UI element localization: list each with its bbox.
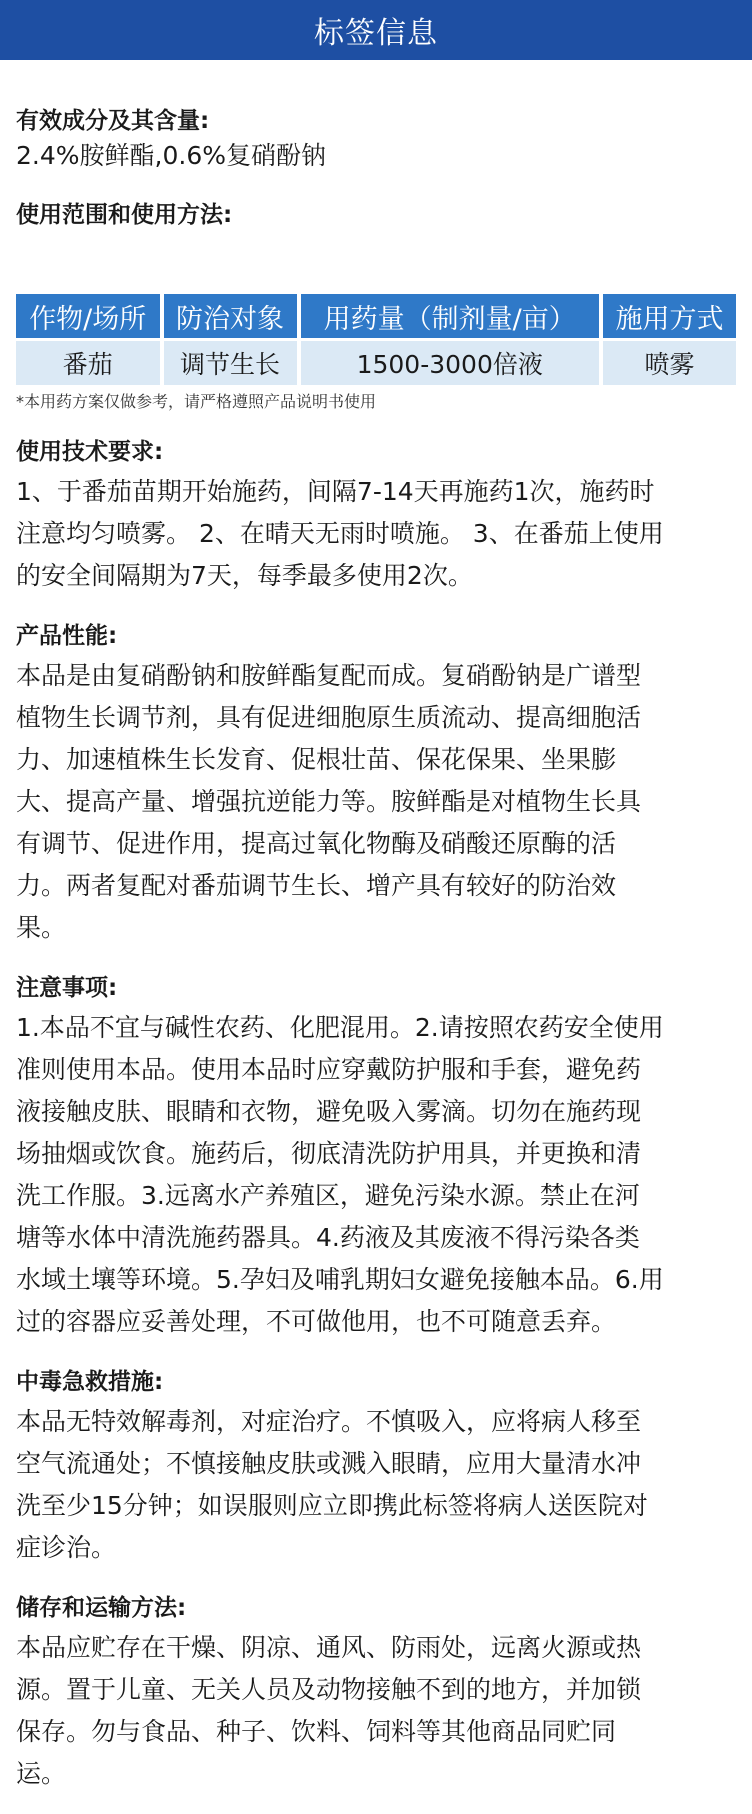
table-header-target: 防治对象 [164, 294, 297, 338]
table-cell-target: 调节生长 [164, 338, 297, 385]
performance-text: 本品是由复硝酚钠和胺鲜酯复配而成。复硝酚钠是广谱型 植物生长调节剂，具有促进细胞原生质流动、提高细胞活 力、加速植株生长发育、促根壮苗、保花保果、坐果膨 大、提高产量、增强抗逆能力等。胺鲜酯是对植物生长具 有调节、促进作用，提高过氧化物酶及硝酸还原酶的活 力。两者复配对番茄调节生长、增产具有较好的防治效 果。 [16, 661, 642, 942]
page-header [0, 0, 752, 60]
ingredients-title: 有效成分及其含量: [16, 108, 210, 134]
firstaid-title: 中毒急救措施: [16, 1369, 164, 1395]
performance-section [16, 621, 736, 949]
ingredients-section [16, 60, 736, 174]
label-content [0, 60, 752, 1795]
table-header-method: 施用方式 [603, 294, 736, 338]
storage-title: 储存和运输方法: [16, 1595, 187, 1621]
table-note: *本用药方案仅做参考，请严格遵照产品说明书使用 [16, 392, 377, 411]
page-title: 标签信息 [314, 16, 438, 51]
table-cell-dosage: 1500-3000倍液 [301, 338, 599, 385]
precautions-title: 注意事项: [16, 975, 118, 1001]
table-header-crop: 作物/场所 [16, 294, 160, 338]
usage-table [12, 294, 740, 385]
tech-text: 1、于番茄苗期开始施药，间隔7-14天再施药1次，施药时 注意均匀喷雾。 2、在晴天无雨时喷施。 3、在番茄上使用 的安全间隔期为7天，每季最多使用2次。 [16, 477, 664, 590]
table-header-row [16, 294, 736, 338]
table-cell-crop: 番茄 [16, 338, 160, 385]
tech-title: 使用技术要求: [16, 439, 164, 465]
table-cell-method: 喷雾 [603, 338, 736, 385]
firstaid-text: 本品无特效解毒剂，对症治疗。不慎吸入，应将病人移至 空气流通处；不慎接触皮肤或溅入眼睛，应用大量清水冲 洗至少15分钟；如误服则应立即携此标签将病人送医院对 症诊治。 [16, 1407, 648, 1562]
ingredients-text: 2.4%胺鲜酯,0.6%复硝酚钠 [16, 141, 326, 170]
table-row [16, 338, 736, 385]
usage-section [16, 174, 736, 294]
usage-title: 使用范围和使用方法: [16, 202, 233, 228]
storage-section [16, 1593, 736, 1795]
precautions-section [16, 973, 736, 1343]
performance-title: 产品性能: [16, 623, 118, 649]
storage-text: 本品应贮存在干燥、阴凉、通风、防雨处，远离火源或热 源。置于儿童、无关人员及动物接触不到的地方，并加锁 保存。勿与食品、种子、饮料、饲料等其他商品同贮同 运。 [16, 1633, 642, 1788]
tech-section [16, 437, 736, 597]
table-header-dosage: 用药量（制剂量/亩） [301, 294, 599, 338]
firstaid-section [16, 1367, 736, 1569]
precautions-text: 1.本品不宜与碱性农药、化肥混用。2.请按照农药安全使用 准则使用本品。使用本品时应穿戴防护服和手套，避免药 液接触皮肤、眼睛和衣物，避免吸入雾滴。切勿在施药现 场抽烟或饮食。施药后，彻底清洗防护用具，并更换和清 洗工作服。3.远离水产养殖区，避免污染水源。禁止在河 塘等水体中清洗施药器具。4.药液及其废液不得污染各类 水域土壤等环境。5.孕妇及哺乳期妇女避免接触本品。6.用 过的容器应妥善处理，不可做他用，也不可随意丢弃。 [16, 1013, 664, 1336]
